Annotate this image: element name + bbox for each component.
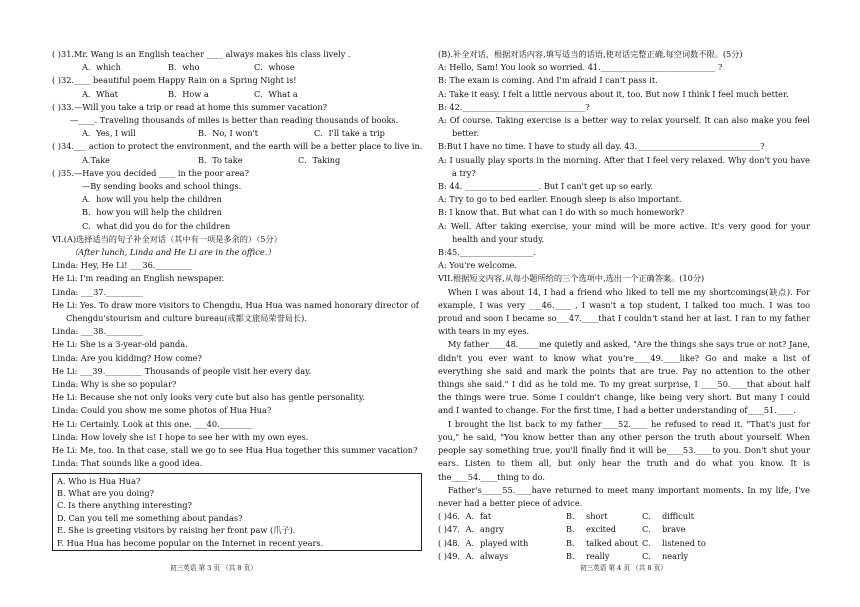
dialog-line: Linda: How lovely she is! I hope to see her with my own eyes. [52,431,309,442]
question-33: ( )33.—Will you take a trip or read at home this summer vacation? [52,101,328,112]
question-34: ( )34.___ action to protect the environment, and the earth will be a better place to live in. [52,141,422,152]
section-6-note: （After lunch, Linda and He Li are in the office.） [70,247,276,258]
option-c-text: listened to [662,537,706,548]
dialog-line: A: I usually play sports in the morning. After that I feel very relaxed. Why don't you have a try? [438,154,810,178]
dialog-line: A: Try to go to bed earlier. Enough sleep is also important. [438,194,682,205]
option-b-text: really [586,550,610,561]
question-number: ( )48．A． [438,537,480,548]
question-row [438,550,810,563]
dialog-line: He Li: Certainly. Look at this one. ___40.________ [52,418,253,429]
q32-option-b: B．How a [168,88,209,99]
dialog-line: Linda: Could you show me some photos of Hua Hua? [52,405,272,416]
q34-option-c: C．Taking [298,154,341,165]
option-a-text: fat [480,511,492,522]
box-option-d: D. Can you tell me something about pandas? [57,512,243,523]
question-35: ( )35.—Have you decided ____ in the poor area? [52,167,249,178]
q34-option-a: A.Take [82,154,111,165]
option-c-label: C． [642,524,657,535]
q33-option-c: C．I'll take a trip [314,128,385,139]
page-footer-left: 初三英语 第 3 页 （共 8 页） [170,564,257,572]
section-7-heading: VII.根据短文内容,从每小题所给的三个选项中,选出一个正确答案。(10分) [438,273,705,284]
dialog-line: He Li: She is a 3-year-old panda. [52,339,188,350]
option-b-label: B． [566,550,581,561]
question-row [438,523,810,536]
dialog-line: He Li: I'm reading an English newspaper. [52,273,225,284]
q34-options [52,154,422,167]
box-option-a: A. Who is Hua Hua? [57,475,141,486]
q33-options [52,127,422,140]
section-6-heading: VI.(A)选择适当的句子补全对话（其中有一项是多余的）（5分） [52,233,282,244]
q32-option-c: C．What a [254,88,298,99]
answer-options-box [52,473,422,551]
dialog-line: A: Take it easy. I felt a little nervous about it, too. But now I think I feel much better. [438,88,789,99]
q33-option-a: A．Yes, I will [82,128,136,139]
section-b-heading: (B).补全对话，根据对话内容,填写适当的话语,使对话完整正确,每空词数不限。(5分) [438,49,743,59]
dialog-line: A: Of course. Taking exercise is a better way to relax yourself. It can also make you feel better. [438,115,810,139]
option-b-label: B． [566,511,581,522]
q31-option-b: B．who [168,62,200,73]
page-footer-right: 初三英语 第 4 页 （共 8 页） [580,564,667,572]
option-c-label: C． [642,511,657,522]
q31-options [52,61,422,74]
option-b-text: excited [586,524,617,535]
question-row [438,537,810,550]
q31-option-c: C．whose [254,62,295,73]
dialog-line: A: Hello, Sam! You look so worried. 41.____________________________ ? [438,62,723,73]
dialog-line: B:But I have no time. I have to study all day. 43.______________________________? [438,141,765,152]
q33-option-b: B．No, I won't [198,128,259,139]
dialog-line: Linda: Hey, He Li! ___36._________ [52,260,193,271]
question-number: ( )46．A． [438,511,480,522]
option-c-label: C． [642,550,657,561]
left-column [52,48,422,551]
question-row [438,510,810,523]
option-c-text: difficult [662,511,695,522]
q32-options [52,88,422,101]
option-c-label: C． [642,537,657,548]
box-option-e: E. She is greeting visitors by raising her front paw (爪子). [57,525,296,536]
option-b-text: short [586,511,608,522]
dialog-line: B: The exam is coming. And I'm afraid I can't pass it. [438,75,658,86]
option-b-label: B． [566,524,581,535]
dialog-line: He Li: ___39._________ Thousands of people visit her every day. [52,365,312,376]
right-column [438,48,810,563]
box-option-b: B. What are you doing? [57,487,155,498]
dialog-line: Linda: That sounds like a good idea. [52,458,203,469]
q34-option-b: B．To take [198,154,243,165]
option-a-text: angry [480,524,504,535]
dialog-line: Linda: ___37._________ [52,286,143,297]
box-option-c: C. Is there anything interesting? [57,500,192,511]
option-c-text: nearly [662,550,689,561]
passage-paragraph: I brought the list back to my father____52.____ he refused to read it. "That's just for you," he said, "You know better than any other person the truth about yourself. When people say something true, you'll finally find it will be____53.____to you. Don't shut your ears. Listen to them all, but only hear the truth and do what you know. It is the____54.____thing to do. [438,418,810,482]
box-option-f: F. Hua Hua has become popular on the Internet in recent years. [57,537,324,548]
q35-option-a: A．how will you help the children [82,194,222,205]
option-a-text: played with [480,537,529,548]
question-35-reply: —By sending books and school things. [82,181,242,192]
passage-paragraph: When I was about 14, I had a friend who liked to tell me my shortcomings(缺点). For example, I was very ___46.____ , I wasn't a top student, I talked too much. I was too proud and soon I became so___47.____that I couldn't stand her at last. I ran to my father with tears in my eyes. [438,286,810,337]
passage-paragraph: Father's_____55.____have returned to meet many important moments. In my life, I've never had a better piece of advice. [438,484,810,508]
q31-option-a: A．which [82,62,121,73]
dialog-line: Linda: Why is she so popular? [52,379,177,390]
dialog-line: Linda: ___38._________ [52,326,143,337]
question-32: ( )32.____ beautiful poem Happy Rain on a Spring Night is! [52,75,297,86]
dialog-line: He Li: Me, too. In that case, stall we go to see Hua Hua together this summer vacation? [52,445,418,456]
dialog-line: B: 42.______________________________? [438,101,590,112]
dialog-line: Linda: Are you kidding? How come? [52,352,202,363]
dialog-line: He Li: Because she not only looks very cute but also has gentle personality. [52,392,366,403]
dialog-line: He Li: Yes. To draw more visitors to Chengdu, Hua Hua was named honorary director of Chengdu'stourism and culture bureau(成都文旅局荣誉局长). [52,299,419,324]
question-31: ( )31.Mr. Wang is an English teacher ____ always makes his class lively . [52,49,351,59]
option-b-label: B． [566,537,581,548]
q32-option-a: A．What [82,88,118,99]
q35-option-c: C．what did you do for the children [82,220,231,231]
dialog-line: B: I know that. But what can I do with so much homework? [438,207,685,218]
option-c-text: brave [662,524,686,535]
dialog-line: B: 44. __________________. But I can't get up so early. [438,181,654,192]
question-number: ( )47．A． [438,524,480,535]
dialog-line: A: Well. After taking exercise, your mind will be more active. It's very good for your health and your study. [438,220,810,244]
passage-paragraph: My father____48._____me quietly and asked, "Are the things she says true or not? Jane, didn't you ever want to know what you're____49.____like? Go and make a list of everything she said and mark the points that are true. Pay no attention to the other things she said." I did as he told me. To my great surprise, I ____50.____that about half the things were true. Some I couldn't change, like being very short. But many I could and I wanted to change. For the first time, I had a better understanding of____51.____. [438,339,810,416]
dialog-line: B:45.__________________. [438,247,537,258]
dialog-line: A: You're welcome. [438,260,517,271]
option-b-text: talked about [586,537,639,548]
option-a-text: always [480,550,509,561]
question-number: ( )49．A． [438,550,480,561]
q35-option-b: B．how you will help the children [82,207,222,218]
question-33-reply: —____. Traveling thousands of miles is better than reading thousands of books. [70,115,399,126]
